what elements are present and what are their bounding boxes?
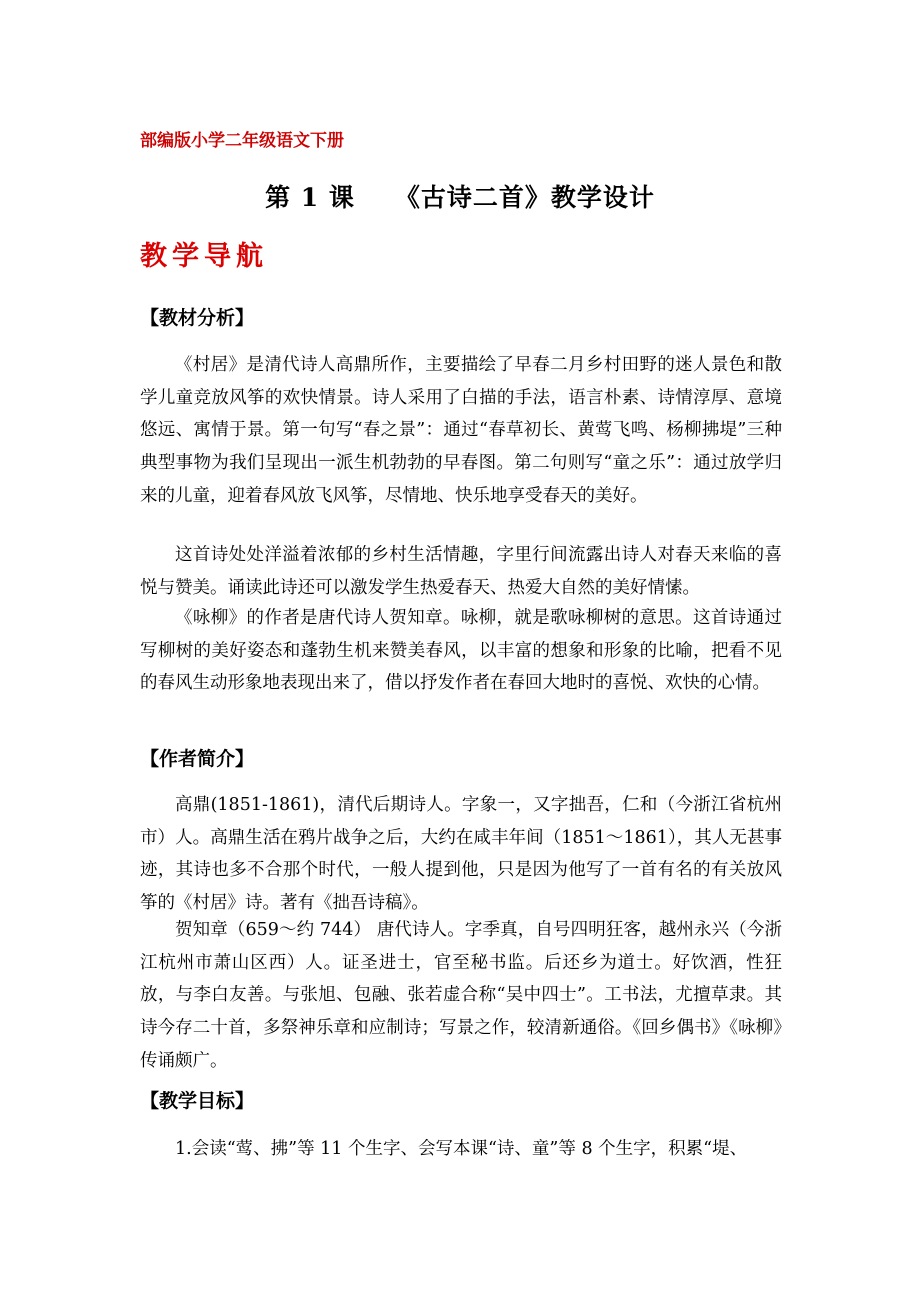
paragraph-analysis-1: 《村居》是清代诗人高鼎所作，主要描绘了早春二月乡村田野的迷人景色和散学儿童竞放风筝的欢快情景。诗人采用了白描的手法，语言朴素、诗情淳厚、意境悠远、寓情于景。第一句写“春之景”：通过“春草初长、黄莺飞鸣、杨柳拂堤”三种典型事物为我们呈现出一派生机勃勃的早春图。第二句则写“童之乐”：通过放学归来的儿童，迎着春风放飞风筝，尽情地、快乐地享受春天的美好。 xyxy=(140,355,782,506)
lesson-number: 第 1 课 xyxy=(265,183,355,212)
teaching-nav-title: 教学导航 xyxy=(140,241,268,272)
paragraph-goals-1: 1.会读“莺、拂”等 11 个生字、会写本课“诗、童”等 8 个生字，积累“堤、 xyxy=(175,1139,748,1159)
section-heading-teaching-goals: 【教学目标】 xyxy=(140,1090,255,1112)
section-heading-author-intro: 【作者简介】 xyxy=(140,748,255,770)
header-label: 部编版小学二年级语文下册 xyxy=(140,131,344,151)
paragraph-author-2: 贺知章（659～约 744） 唐代诗人。字季真，自号四明狂客，越州永兴（今浙江杭州市萧山区西）人。证圣进士，官至秘书监。后还乡为道士。好饮酒，性狂放，与李白友善。与张旭、包融、张若虚合称“吴中四士”。工书法，尤擅草隶。其诗今存二十首，多祭神乐章和应制诗；写景之作，较清新通俗。《回乡偶书》《咏柳》传诵颇广。 xyxy=(140,920,782,1071)
paragraph-author-1: 高鼎(1851-1861)，清代后期诗人。字象一，又字拙吾，仁和（今浙江省杭州市）人。高鼎生活在鸦片战争之后，大约在咸丰年间（1851～1861），其人无甚事迹，其诗也多不合那个时代，一般人提到他，只是因为他写了一首有名的有关放风筝的《村居》诗。著有《拙吾诗稿》。 xyxy=(140,795,782,914)
lesson-title: 《古诗二首》教学设计 xyxy=(394,183,655,212)
section-heading-textbook-analysis: 【教材分析】 xyxy=(140,307,255,329)
paragraph-analysis-3: 《咏柳》的作者是唐代诗人贺知章。咏柳，就是歌咏柳树的意思。这首诗通过写柳树的美好姿态和蓬勃生机来赞美春风，以丰富的想象和形象的比喻，把看不见的春风生动形象地表现出来了，借以抒发作者在春回大地时的喜悦、欢快的心情。 xyxy=(140,608,782,694)
page-title xyxy=(0,178,920,214)
paragraph-analysis-2: 这首诗处处洋溢着浓郁的乡村生活情趣，字里行间流露出诗人对春天来临的喜悦与赞美。诵读此诗还可以激发学生热爱春天、热爱大自然的美好情愫。 xyxy=(140,545,782,598)
